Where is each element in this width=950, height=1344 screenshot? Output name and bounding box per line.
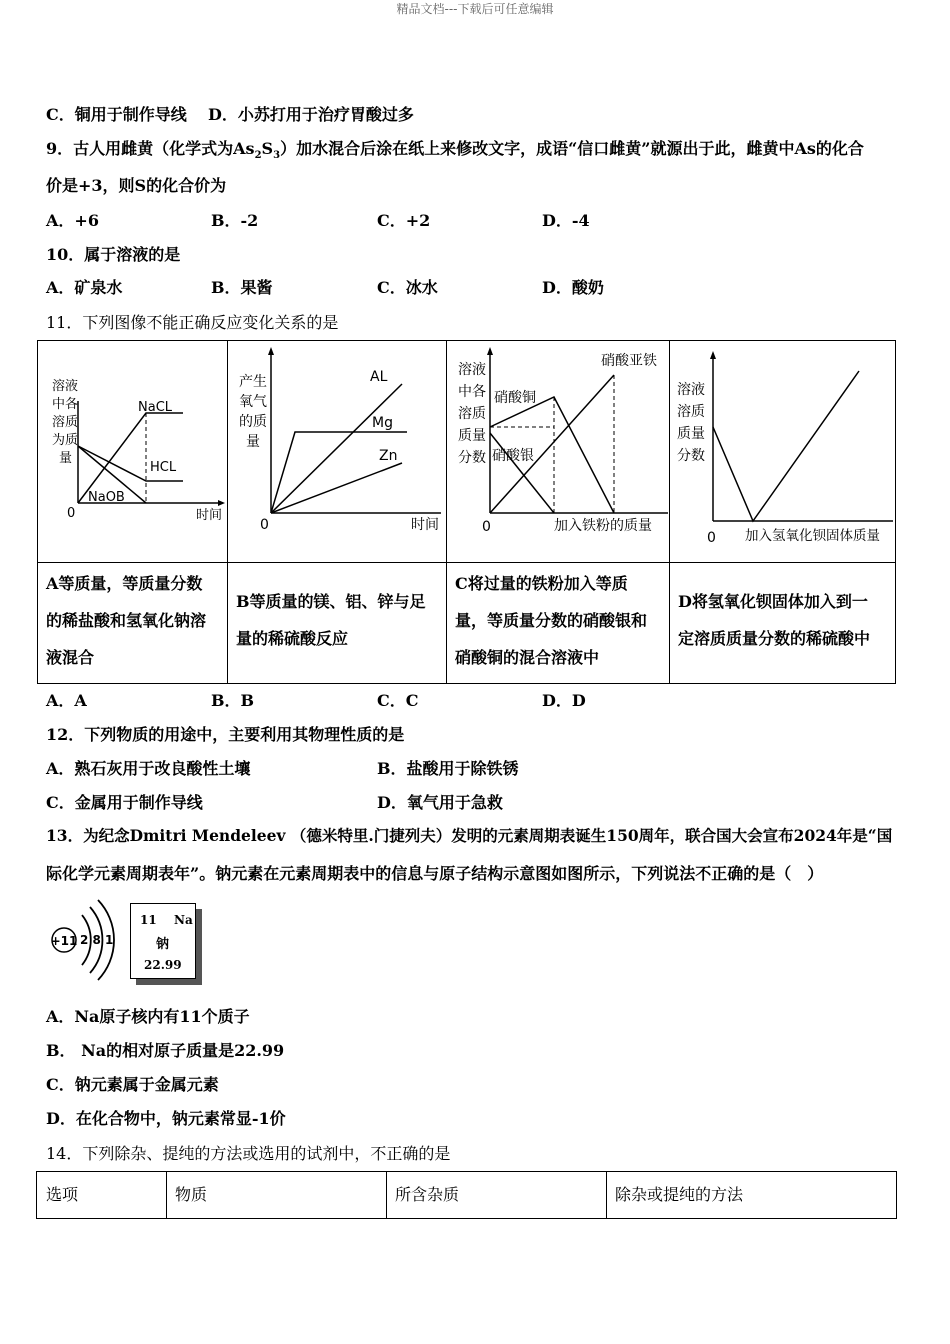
prev-option-c: C．铜用于制作导线	[46, 105, 187, 124]
graph-b-ylabel-2: 氧气	[239, 394, 267, 410]
graph-a-label-naob: NaOB	[88, 490, 125, 505]
q11-option-a: A．A	[46, 691, 87, 710]
graph-d-origin: 0	[707, 530, 716, 546]
graph-a-ylabel-1: 溶液	[52, 379, 79, 394]
q12-option-c: C．金属用于制作导线	[46, 793, 203, 812]
graph-b-xlabel: 时间	[411, 517, 439, 533]
q13-option-b: B． Na的相对原子质量是22.99	[46, 1041, 285, 1060]
q14-header-substance: 物质	[175, 1185, 208, 1204]
graph-d-ylabel-2: 溶质	[677, 404, 705, 420]
q11-caption-b: B等质量的镁、铝、锌与足 量的稀硫酸反应	[236, 592, 426, 648]
graph-b-origin: 0	[260, 517, 269, 533]
graph-c-xlabel: 加入铁粉的质量	[554, 518, 652, 534]
q11-stem: 11．下列图像不能正确反应变化关系的是	[46, 313, 339, 332]
graph-a-label-hcl: HCL	[150, 460, 177, 475]
graph-d	[669, 341, 895, 562]
periodic-element-card	[130, 903, 202, 983]
page-header: 精品文档---下载后可任意编辑	[396, 2, 554, 16]
q9-option-c: C．+2	[377, 211, 431, 230]
q12-option-d: D．氧气用于急救	[377, 793, 503, 812]
q11-caption-a: A等质量，等质量分数 的稀盐酸和氢氧化钠溶 液混合	[46, 574, 207, 667]
q9-option-a: A．+6	[46, 211, 99, 230]
element-name: 钠	[156, 937, 170, 952]
q10-option-d: D．酸奶	[542, 278, 604, 297]
q11-caption-d: D将氢氧化钡固体加入到一 定溶质质量分数的稀硫酸中	[678, 592, 871, 648]
q14-header-option: 选项	[46, 1185, 79, 1204]
graph-b	[227, 341, 446, 562]
graph-b-label-zn: Zn	[379, 448, 398, 464]
graph-a	[38, 341, 227, 562]
element-symbol: Na	[174, 913, 193, 927]
graph-a-origin: 0	[67, 506, 76, 521]
q13-option-d: D．在化合物中，钠元素常显-1价	[46, 1109, 286, 1128]
graph-a-label-nacl: NaCL	[138, 400, 173, 415]
graph-c-origin: 0	[482, 519, 491, 535]
graph-a-ylabel-3: 溶质	[52, 415, 79, 430]
graph-b-ylabel-3: 的质	[239, 414, 267, 430]
graph-c-ylabel-1: 溶液	[458, 362, 486, 378]
graph-c-label-fe: 硝酸亚铁	[601, 353, 657, 369]
graph-a-ylabel-5: 量	[59, 451, 73, 466]
graph-d-ylabel-1: 溶液	[677, 382, 705, 398]
graph-c-label-cu: 硝酸铜	[494, 390, 536, 406]
q9-option-d: D．-4	[542, 211, 590, 230]
element-number: 11	[140, 913, 157, 927]
q12-stem: 12．下列物质的用途中，主要利用其物理性质的是	[46, 725, 405, 744]
q13-option-a: A．Na原子核内有11个质子	[46, 1007, 250, 1026]
graph-d-xlabel: 加入氢氧化钡固体质量	[745, 528, 880, 544]
sodium-atom-diagram	[44, 895, 124, 985]
q12-option-b: B．盐酸用于除铁锈	[377, 759, 519, 778]
q11-option-d: D．D	[542, 691, 586, 710]
element-mass: 22.99	[144, 958, 182, 972]
graph-c-label-ag: 硝酸银	[492, 448, 534, 464]
q11-option-b: B．B	[211, 691, 255, 710]
q14-header-impurity: 所含杂质	[395, 1185, 460, 1204]
graph-a-ylabel-2: 中各	[52, 397, 79, 412]
q11-graph-table	[37, 340, 896, 684]
prev-option-d: D．小苏打用于治疗胃酸过多	[208, 105, 414, 124]
q10-option-c: C．冰水	[377, 278, 438, 297]
q10-stem: 10．属于溶液的是	[46, 245, 181, 264]
graph-d-ylabel-3: 质量	[677, 426, 705, 442]
graph-a-ylabel-4: 为质	[52, 433, 79, 448]
graph-c-ylabel-5: 分数	[458, 450, 486, 466]
q11-option-c: C．C	[377, 691, 419, 710]
q9-option-b: B．-2	[211, 211, 259, 230]
graph-b-ylabel-4: 量	[246, 434, 260, 450]
q11-caption-c: C将过量的铁粉加入等质 量，等质量分数的硝酸银和 硝酸铜的混合溶液中	[455, 574, 648, 667]
q13-option-c: C．钠元素属于金属元素	[46, 1075, 219, 1094]
q12-option-a: A．熟石灰用于改良酸性土壤	[46, 759, 251, 778]
q10-option-a: A．矿泉水	[46, 278, 123, 297]
q13-stem-line2: 际化学元素周期表年”。钠元素在元素周期表中的信息与原子结构示意图如图所示，下列说法不正确的是（ ）	[46, 864, 824, 883]
q13-stem-line1: 13．为纪念Dmitri Mendeleev （德米特里.门捷列夫）发明的元素周期表诞生150周年，联合国大会宣布2024年是“国	[46, 826, 893, 845]
q14-header-method: 除杂或提纯的方法	[615, 1185, 744, 1204]
electron-shells: 2 8 1	[80, 933, 114, 947]
graph-d-ylabel-4: 分数	[677, 448, 705, 464]
graph-c-ylabel-2: 中各	[458, 384, 486, 400]
graph-c-ylabel-4: 质量	[458, 428, 486, 444]
graph-a-xlabel: 时间	[196, 508, 223, 523]
graph-b-label-al: AL	[370, 369, 388, 385]
q14-table-header	[36, 1171, 897, 1219]
nucleus-charge: +11	[50, 934, 78, 948]
q14-stem: 14．下列除杂、提纯的方法或选用的试剂中，不正确的是	[46, 1144, 451, 1163]
graph-b-label-mg: Mg	[372, 415, 393, 431]
graph-c	[446, 341, 669, 562]
q10-option-b: B．果酱	[211, 278, 273, 297]
q9-stem-line2: 价是+3，则S的化合价为	[46, 176, 227, 195]
graph-b-ylabel-1: 产生	[239, 374, 267, 390]
graph-c-ylabel-3: 溶质	[458, 406, 486, 422]
q9-stem-line1: 9．古人用雌黄（化学式为$As_2S_3$）加水混合后涂在纸上来修改文字，成语“信口雌黄”就源出于此，雌黄中As的化合	[46, 139, 864, 162]
